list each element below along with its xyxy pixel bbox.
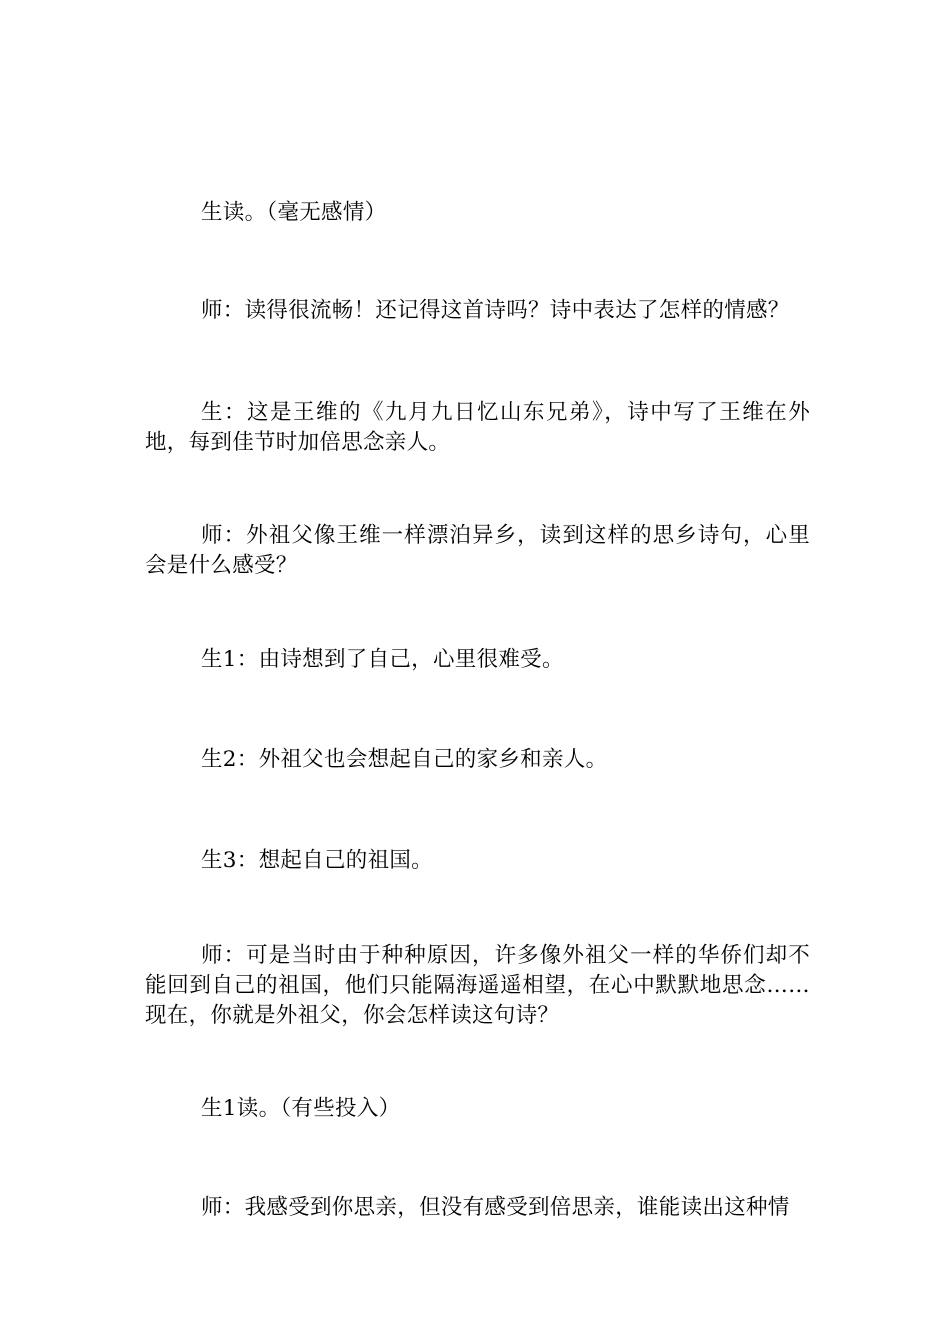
paragraph-student-reads: 生读。（毫无感情） [201,200,387,225]
paragraph-teacher-feedback: 师：我感受到你思亲，但没有感受到倍思亲，谁能读出这种情 [201,1195,790,1220]
paragraph-student-wangwei-poem: 生：这是王维的《九月九日忆山东兄弟》，诗中写了王维在外地，每到佳节时加倍思念亲人。 [145,400,810,455]
paragraph-teacher-overseas-chinese: 师：可是当时由于种种原因，许多像外祖父一样的华侨们却不能回到自己的祖国，他们只能隔海遥遥相望，在心中默默地思念……现在，你就是外祖父，你会怎样读这句诗？ [145,943,810,1028]
paragraph-student1-reads: 生1读。（有些投入） [201,1096,401,1121]
paragraph-student3-answer: 生3：想起自己的祖国。 [201,848,433,873]
paragraph-teacher-grandfather-feeling: 师：外祖父像王维一样漂泊异乡，读到这样的思乡诗句，心里会是什么感受？ [145,523,810,578]
paragraph-teacher-question-emotion: 师：读得很流畅！还记得这首诗吗？诗中表达了怎样的情感？ [201,298,790,323]
paragraph-student2-answer: 生2：外祖父也会想起自己的家乡和亲人。 [201,747,608,772]
paragraph-student1-answer: 生1：由诗想到了自己，心里很难受。 [201,647,564,672]
